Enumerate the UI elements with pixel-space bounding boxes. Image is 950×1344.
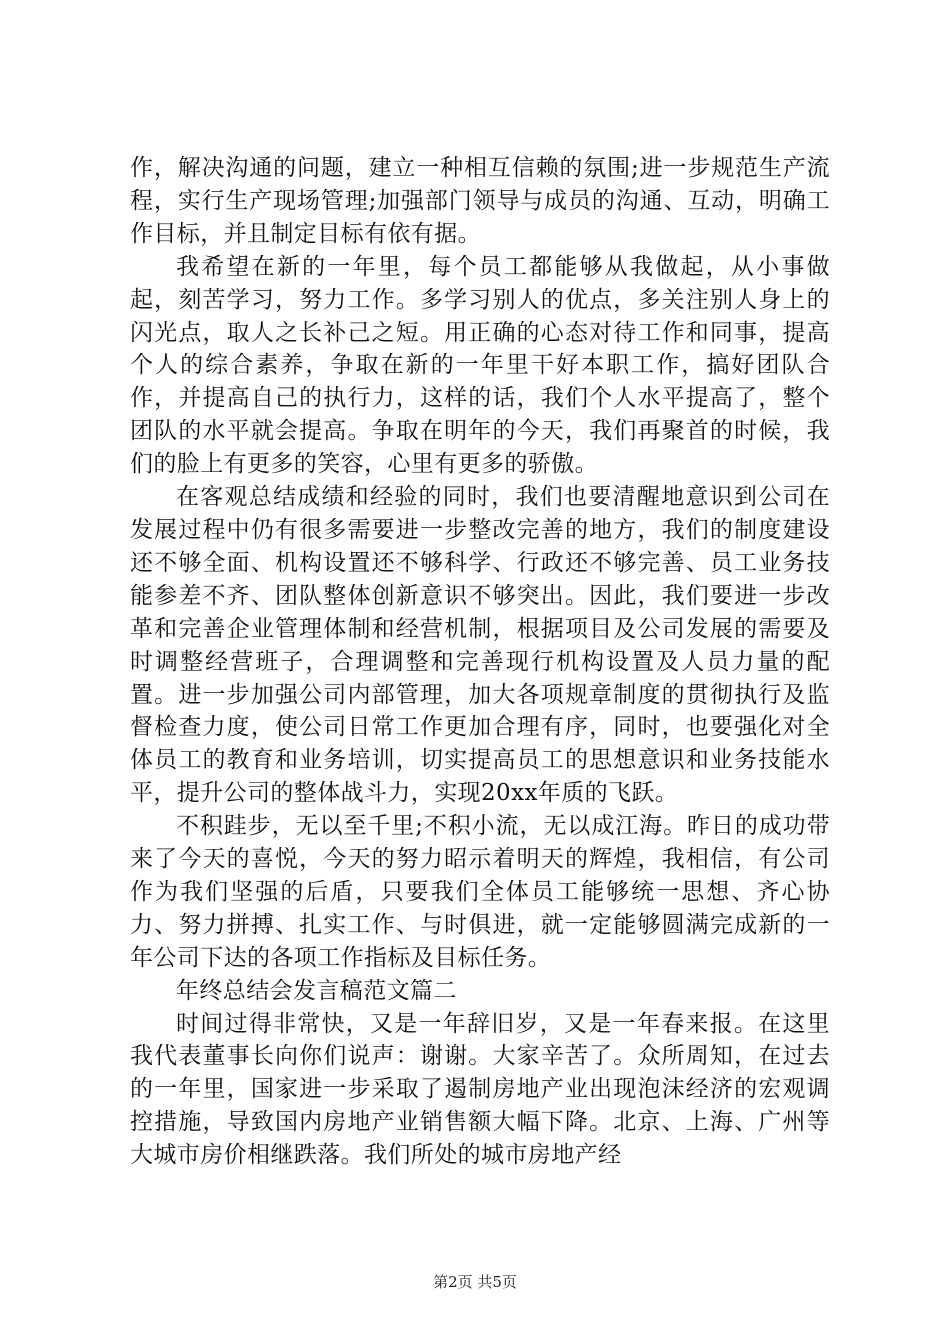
paragraph-speech-two: 时间过得非常快，又是一年辞旧岁，又是一年春来报。在这里我代表董事长向你们说声：谢谢。大家辛苦了。众所周知，在过去的一年里，国家进一步采取了遏制房地产业出现泡沫经济的宏观调控措施，导致国内房地产业销售额大幅下降。北京、上海、广州等大城市房价相继跌落。我们所处的城市房地产经 (130, 1010, 830, 1169)
paragraph-reflection: 在客观总结成绩和经验的同时，我们也要清醒地意识到公司在发展过程中仍有很多需要进一步整改完善的地方，我们的制度建设还不够全面、机构设置还不够科学、行政还不够完善、员工业务技能参差不齐、团队整体创新意识不够突出。因此，我们要进一步改革和完善企业管理体制和经营机制，根据项目及公司发展的需要及时调整经营班子，合理调整和完善现行机构设置及人员力量的配置。进一步加强公司内部管理，加大各项规章制度的贯彻执行及监督检查力度，使公司日常工作更加合理有序，同时，也要强化对全体员工的教育和业务培训，切实提高员工的思想意识和业务技能水平，提升公司的整体战斗力，实现20xx年质的飞跃。 (130, 484, 830, 807)
paragraph-continuation: 作，解决沟通的问题，建立一种相互信赖的氛围;进一步规范生产流程，实行生产现场管理;加强部门领导与成员的沟通、互动，明确工作目标，并且制定目标有依有据。 (130, 155, 830, 247)
document-body (130, 152, 830, 1172)
paragraph-perseverance: 不积跬步，无以至千里;不积小流，无以成江海。昨日的成功带来了今天的喜悦，今天的努力昭示着明天的辉煌，我相信，有公司作为我们坚强的后盾，只要我们全体员工能够统一思想、齐心协力、努力拼搏、扎实工作、与时俱进，就一定能够圆满完成新的一年公司下达的各项工作指标及目标任务。 (130, 813, 830, 971)
section-heading: 年终总结会发言稿范文篇二 (176, 977, 457, 1004)
page-number-footer: 第2页 共5页 (433, 1273, 517, 1291)
paragraph-hope: 我希望在新的一年里，每个员工都能够从我做起，从小事做起，刻苦学习，努力工作。多学习别人的优点，多关注别人身上的闪光点，取人之长补己之短。用正确的心态对待工作和同事，提高个人的综合素养，争取在新的一年里干好本职工作，搞好团队合作，并提高自己的执行力，这样的话，我们个人水平提高了，整个团队的水平就会提高。争取在明年的今天，我们再聚首的时候，我们的脸上有更多的笑容，心里有更多的骄傲。 (130, 253, 830, 478)
